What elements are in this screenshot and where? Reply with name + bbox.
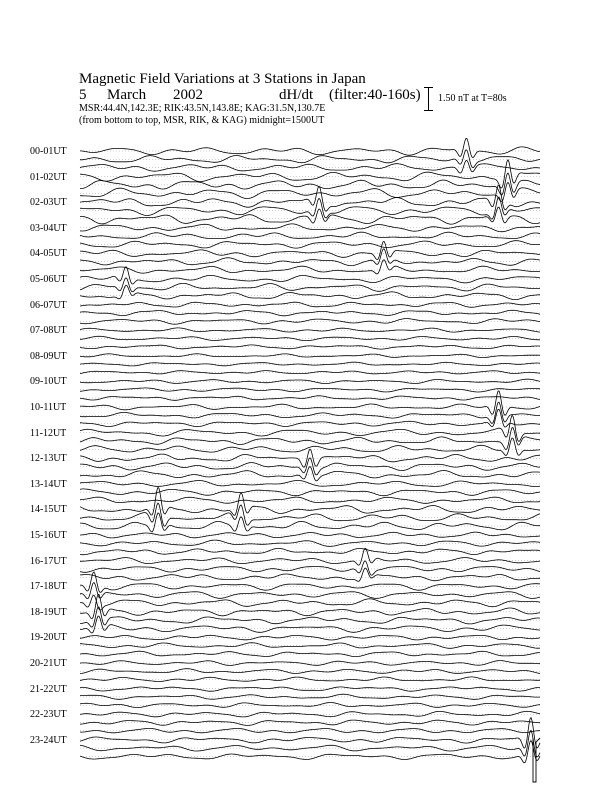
trace-21-RIK (80, 694, 540, 699)
filter-label: (filter:40-160s) (329, 87, 421, 103)
trace-18-RIK (80, 607, 540, 627)
hour-label-7: 07-08UT (30, 325, 67, 337)
hour-label-12: 12-13UT (30, 453, 67, 465)
hour-label-11: 11-12UT (30, 427, 67, 439)
trace-10-KAG (80, 409, 540, 427)
hour-label-23: 23-24UT (30, 734, 67, 746)
trace-22-RIK (80, 720, 540, 725)
trace-17-MSR (80, 572, 540, 592)
hour-label-0: 00-01UT (30, 146, 67, 157)
trace-14-RIK (80, 503, 540, 526)
trace-18-MSR (80, 594, 540, 618)
quantity-label: dH/dt (279, 87, 314, 103)
date-month: March (107, 87, 147, 103)
hour-label-14: 14-15UT (30, 504, 67, 516)
trace-7-RIK (80, 336, 540, 340)
trace-23-RIK (80, 730, 540, 757)
trace-12-KAG (80, 467, 540, 481)
hour-label-19: 19-20UT (30, 632, 67, 644)
trace-0-KAG (80, 161, 540, 174)
hour-label-13: 13-14UT (30, 478, 67, 490)
trace-4-RIK (80, 249, 540, 266)
trace-7-KAG (80, 345, 540, 349)
trace-0-MSR (80, 138, 540, 157)
hour-label-3: 03-04UT (30, 222, 67, 234)
hour-label-8: 08-09UT (30, 350, 67, 362)
trace-6-KAG (80, 319, 540, 325)
hour-label-10: 10-11UT (30, 402, 67, 413)
hour-label-16: 16-17UT (30, 555, 67, 567)
hour-label-1: 01-02UT (30, 171, 67, 183)
trace-9-KAG (80, 396, 540, 401)
hour-label-2: 02-03UT (30, 197, 67, 209)
scale-bar-label: 1.50 nT at T=80s (438, 93, 507, 104)
trace-1-RIK (80, 173, 540, 195)
hour-label-6: 06-07UT (30, 299, 67, 311)
trace-3-MSR (80, 224, 540, 232)
trace-13-MSR (80, 480, 540, 486)
date-day: 5 (79, 87, 87, 103)
trace-11-MSR (80, 416, 540, 442)
hour-label-9: 09-10UT (30, 376, 67, 388)
trace-4-KAG (80, 260, 540, 274)
trace-21-MSR (80, 687, 540, 691)
trace-18-KAG (80, 616, 540, 633)
trace-2-RIK (80, 197, 540, 219)
chart-title: Magnetic Field Variations at 3 Stations in Japan (79, 71, 366, 87)
trace-16-MSR (80, 548, 540, 565)
trace-14-KAG (80, 513, 540, 532)
trace-3-RIK (80, 232, 540, 238)
hour-label-4: 04-05UT (30, 248, 67, 260)
trace-7-MSR (80, 328, 540, 332)
hour-label-18: 18-19UT (30, 606, 67, 618)
trace-17-KAG (80, 595, 540, 610)
hour-label-15: 15-16UT (30, 530, 67, 541)
order-note: (from bottom to top, MSR, RIK, & KAG) midnight=1500UT (79, 115, 325, 126)
trace-9-RIK (80, 388, 540, 392)
date-year: 2002 (173, 87, 203, 103)
trace-10-RIK (80, 402, 540, 423)
trace-5-RIK (80, 278, 540, 292)
trace-2-MSR (80, 186, 540, 212)
hour-label-22: 22-23UT (30, 709, 67, 721)
hour-label-21: 21-22UT (30, 683, 67, 695)
trace-20-KAG (80, 677, 540, 682)
trace-23-KAG (80, 741, 540, 763)
trace-1-KAG (80, 182, 540, 201)
stations-line: MSR:44.4N,142.3E; RIK:43.5N,143.8E; KAG:31.5N,130.7E (79, 103, 326, 114)
trace-3-KAG (80, 241, 540, 248)
hour-label-20: 20-21UT (30, 658, 67, 669)
trace-16-RIK (80, 561, 540, 575)
trace-10-MSR (80, 391, 540, 415)
trace-16-KAG (80, 568, 540, 581)
hour-label-5: 05-06UT (30, 274, 67, 285)
hour-label-17: 17-18UT (30, 581, 67, 593)
trace-19-MSR (80, 635, 540, 640)
